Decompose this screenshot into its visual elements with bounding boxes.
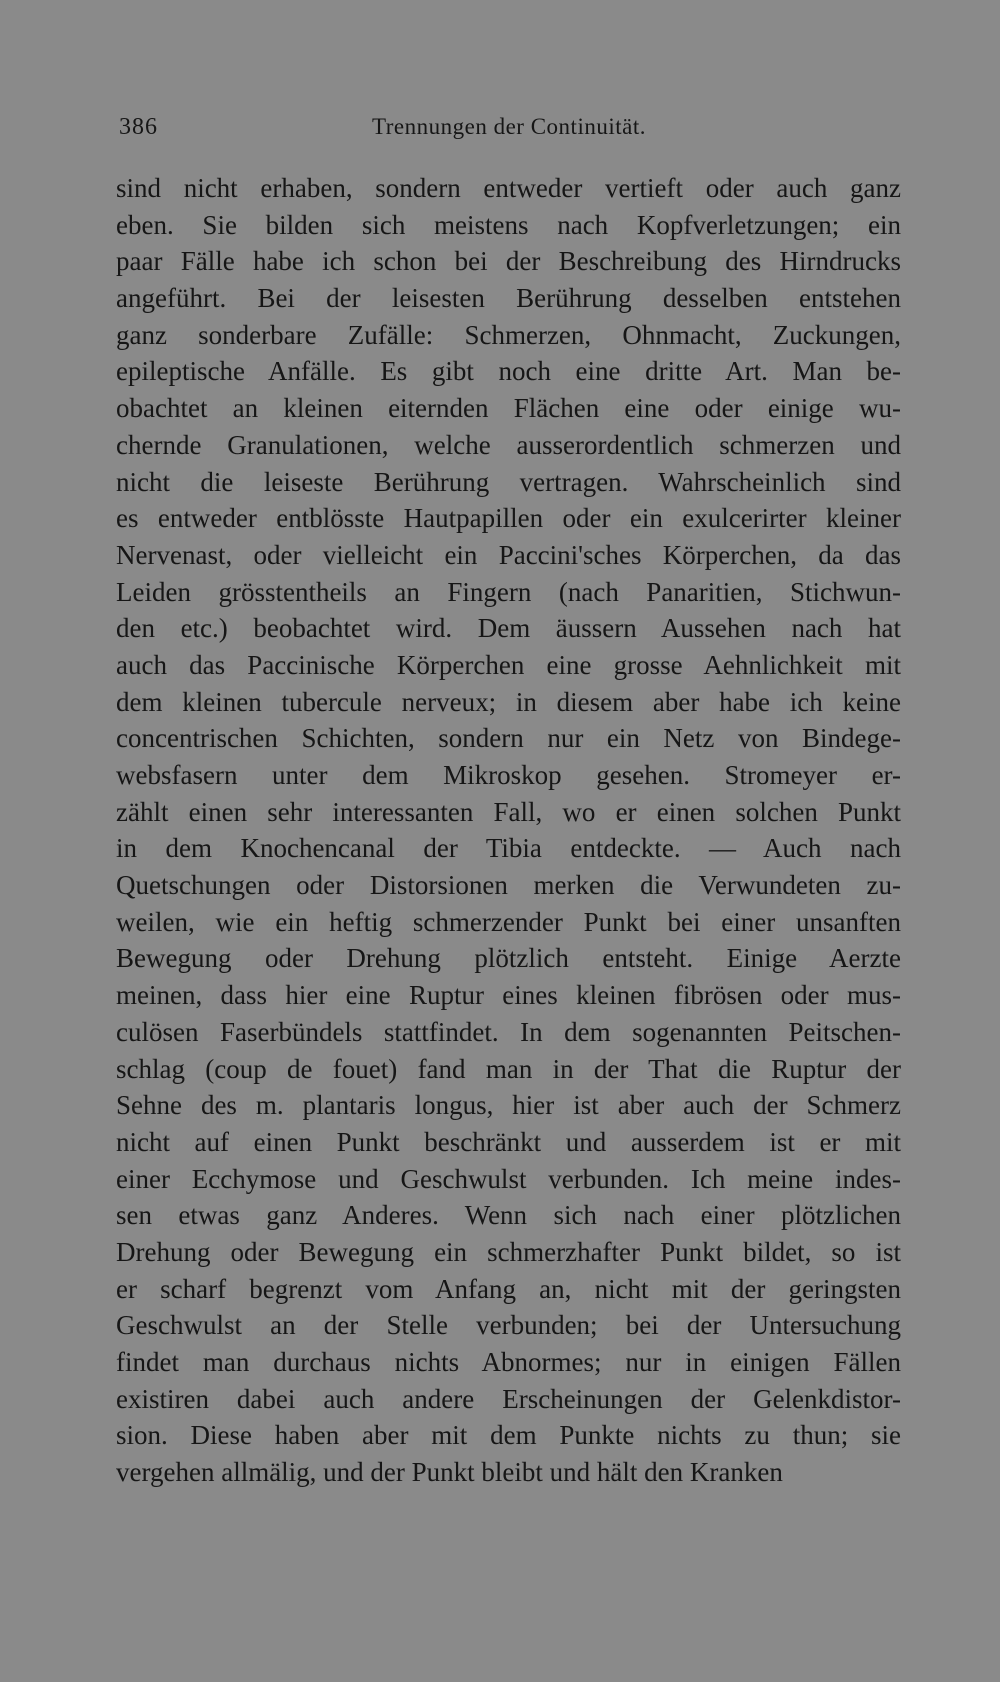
running-title: Trennungen der Continuität. xyxy=(372,114,646,139)
text-line: Bewegung oder Drehung plötzlich entsteht. Einige Aerzte xyxy=(116,943,901,974)
text-line: nicht die leiseste Berührung vertragen. Wahrscheinlich sind xyxy=(116,466,901,497)
text-line: sind nicht erhaben, sondern entweder vertieft oder auch ganz xyxy=(116,173,901,203)
text-line: dem kleinen tubercule nerveux; in diesem aber habe ich keine xyxy=(116,686,901,717)
text-line: concentrischen Schichten, sondern nur ein Netz von Bindege- xyxy=(116,723,901,754)
text-line: culösen Faserbündels stattfindet. In dem sogenannten Peitschen- xyxy=(116,1016,901,1047)
text-line: epileptische Anfälle. Es gibt noch eine dritte Art. Man be- xyxy=(116,356,901,387)
text-line: meinen, dass hier eine Ruptur eines kleinen fibrösen oder mus- xyxy=(116,980,901,1011)
text-line: angeführt. Bei der leisesten Berührung desselben entstehen xyxy=(116,283,901,314)
text-line: sen etwas ganz Anderes. Wenn sich nach einer plötzlichen xyxy=(116,1200,901,1231)
text-line: Drehung oder Bewegung ein schmerzhafter Punkt bildet, so ist xyxy=(116,1236,901,1267)
text-line: eben. Sie bilden sich meistens nach Kopfverletzungen; ein xyxy=(116,209,901,240)
text-line: websfasern unter dem Mikroskop gesehen. Stromeyer er- xyxy=(116,760,901,790)
text-line: ganz sonderbare Zufälle: Schmerzen, Ohnmacht, Zuckungen, xyxy=(116,319,901,350)
text-line: Nervenast, oder vielleicht ein Paccini'sches Körperchen, da das xyxy=(116,539,901,570)
text-line: chernde Granulationen, welche ausserordentlich schmerzen und xyxy=(116,429,901,460)
text-line: schlag (coup de fouet) fand man in der That die Ruptur der xyxy=(116,1053,901,1084)
text-line: er scharf begrenzt vom Anfang an, nicht mit der geringsten xyxy=(116,1273,901,1304)
text-line: nicht auf einen Punkt beschränkt und ausserdem ist er mit xyxy=(116,1126,901,1157)
text-line: vergehen allmälig, und der Punkt bleibt und hält den Kranken xyxy=(116,1457,783,1488)
text-line: sion. Diese haben aber mit dem Punkte nichts zu thun; sie xyxy=(116,1420,901,1451)
text-line: Geschwulst an der Stelle verbunden; bei der Untersuchung xyxy=(116,1310,901,1341)
text-line: existiren dabei auch andere Erscheinungen der Gelenkdistor- xyxy=(116,1383,901,1414)
text-line: einer Ecchymose und Geschwulst verbunden. Ich meine indes- xyxy=(116,1163,901,1194)
text-line: den etc.) beobachtet wird. Dem äussern Aussehen nach hat xyxy=(116,613,901,644)
text-line: paar Fälle habe ich schon bei der Beschreibung des Hirndrucks xyxy=(116,246,901,277)
text-line: in dem Knochencanal der Tibia entdeckte. — Auch nach xyxy=(116,833,901,864)
text-line: es entweder entblösste Hautpapillen oder ein exulcerirter kleiner xyxy=(116,503,901,534)
page-header xyxy=(119,114,899,148)
text-line: zählt einen sehr interessanten Fall, wo er einen solchen Punkt xyxy=(116,796,901,827)
text-line: Leiden grösstentheils an Fingern (nach Panaritien, Stichwun- xyxy=(116,576,901,607)
text-line: obachtet an kleinen eiternden Flächen eine oder einige wu- xyxy=(116,393,901,424)
text-line: weilen, wie ein heftig schmerzender Punkt bei einer unsanften xyxy=(116,906,901,937)
text-line: auch das Paccinische Körperchen eine grosse Aehnlichkeit mit xyxy=(116,649,901,680)
text-line: Sehne des m. plantaris longus, hier ist aber auch der Schmerz xyxy=(116,1090,901,1121)
body-text xyxy=(116,170,901,1491)
text-line: Quetschungen oder Distorsionen merken die Verwundeten zu- xyxy=(116,870,901,901)
text-line: findet man durchaus nichts Abnormes; nur in einigen Fällen xyxy=(116,1347,901,1377)
page-number: 386 xyxy=(119,114,158,140)
